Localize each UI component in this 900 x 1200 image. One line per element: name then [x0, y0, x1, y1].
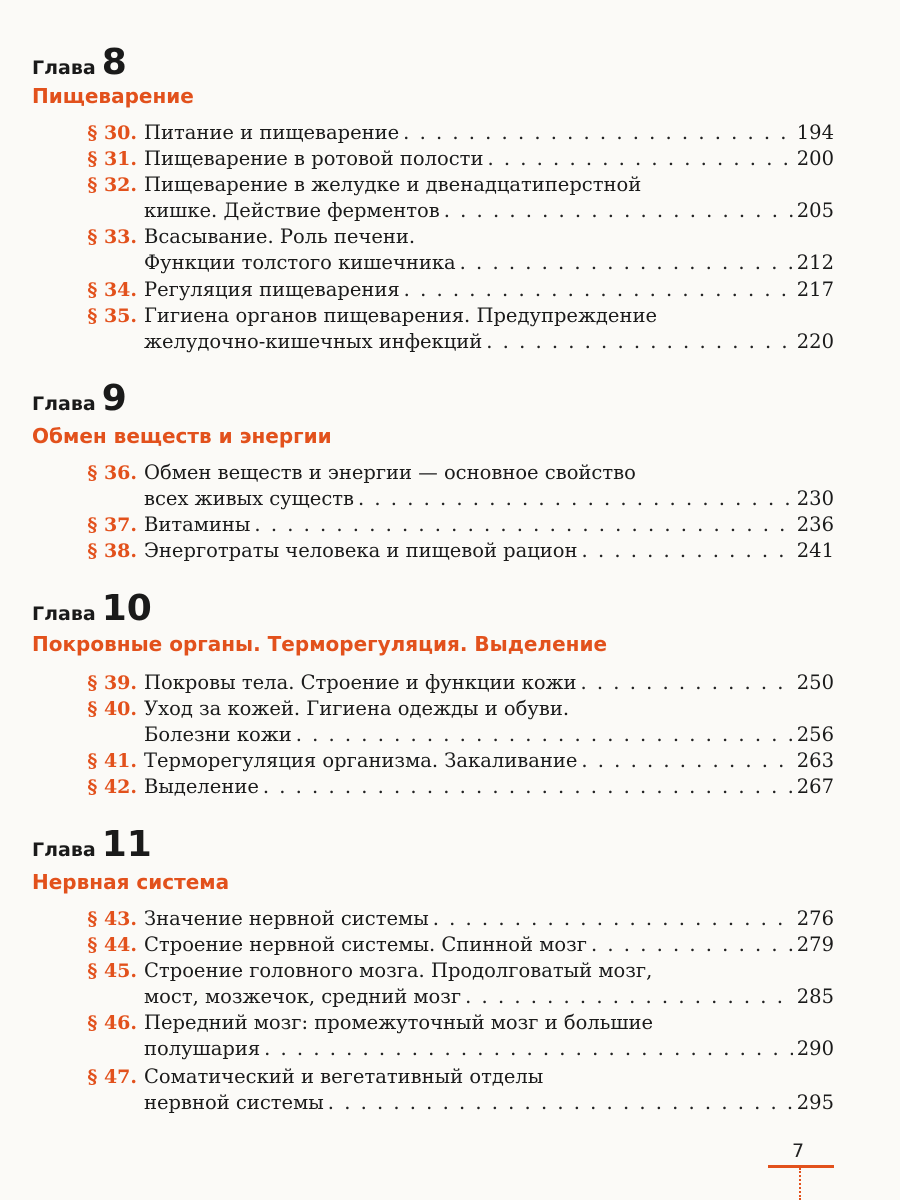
section-number: § 45. [87, 960, 137, 982]
dot-leader [460, 250, 793, 276]
chapter-number: 11 [101, 824, 152, 865]
entry-title-line: Гигиена органов пищеварения. Предупреждение [144, 304, 657, 327]
entry-title: Функции толстого кишечника [144, 251, 456, 274]
entry-title-line: Уход за кожей. Гигиена одежды и обуви. [144, 697, 570, 720]
page-ref: 236 [796, 513, 834, 536]
section-number: § 32. [87, 174, 137, 196]
chapter-heading [32, 588, 152, 629]
section-number: § 31. [87, 148, 137, 170]
dot-leader [582, 538, 793, 564]
section-number: § 36. [87, 462, 137, 484]
chapter-label: Глава [32, 57, 96, 79]
chapter-heading [32, 378, 127, 419]
page-ref: 220 [796, 330, 834, 353]
entry-title-line [144, 670, 834, 696]
chapter-number: 8 [101, 42, 127, 83]
entry-title-line [144, 932, 834, 958]
entry-title-line [144, 538, 834, 564]
chapter-title: Обмен веществ и энергии [32, 424, 332, 448]
chapter-label: Глава [32, 393, 96, 415]
entry-title-line [144, 984, 834, 1010]
dot-leader [403, 120, 793, 146]
entry-title-line [144, 198, 834, 224]
dot-leader [254, 512, 792, 538]
chapter-title: Нервная система [32, 870, 230, 894]
page-ref: 263 [796, 749, 834, 772]
dot-leader [581, 670, 793, 696]
entry-title-line: Обмен веществ и энергии — основное свойство [144, 461, 636, 484]
section-number: § 39. [87, 672, 137, 694]
dot-leader [328, 1090, 793, 1116]
entry-title: Регуляция пищеварения [144, 278, 400, 301]
entry-title: Значение нервной системы [144, 907, 429, 930]
page-ref: 194 [796, 121, 834, 144]
entry-title-line [144, 774, 834, 800]
entry-title-line [144, 1036, 834, 1062]
dot-leader [487, 146, 792, 172]
entry-title-line [144, 329, 834, 355]
dot-leader [404, 277, 793, 303]
page-ref: 230 [796, 487, 834, 510]
page-ref: 200 [796, 147, 834, 170]
page-ref: 285 [796, 985, 834, 1008]
dot-leader [581, 748, 792, 774]
section-number: § 35. [87, 305, 137, 327]
section-number: § 37. [87, 514, 137, 536]
entry-title: Терморегуляция организма. Закаливание [144, 749, 578, 772]
page-ref: 256 [796, 723, 834, 746]
entry-title-line [144, 146, 834, 172]
entry-title: Пищеварение в ротовой полости [144, 147, 484, 170]
entry-title: Витамины [144, 513, 251, 536]
entry-title: нервной системы [144, 1091, 324, 1114]
chapter-title: Покровные органы. Терморегуляция. Выделение [32, 632, 608, 656]
chapter-heading [32, 824, 152, 865]
entry-title-line [144, 512, 834, 538]
entry-title-line [144, 120, 834, 146]
section-number: § 40. [87, 698, 137, 720]
entry-title-line [144, 722, 834, 748]
entry-title-line [144, 486, 834, 512]
dot-leader [486, 329, 792, 355]
page-ref: 276 [796, 907, 834, 930]
page-ref: 290 [796, 1037, 834, 1060]
section-number: § 44. [87, 934, 137, 956]
page-ref: 241 [796, 539, 834, 562]
entry-title: желудочно-кишечных инфекций [144, 330, 483, 353]
entry-title-line [144, 748, 834, 774]
entry-title-line [144, 250, 834, 276]
chapter-label: Глава [32, 603, 96, 625]
chapter-number: 9 [101, 378, 127, 419]
chapter-number: 10 [101, 588, 152, 629]
dot-leader [433, 906, 793, 932]
section-number: § 30. [87, 122, 137, 144]
entry-title-line [144, 1090, 834, 1116]
dot-leader [358, 486, 793, 512]
page-ref: 250 [796, 671, 834, 694]
page-number-tick [799, 1168, 801, 1200]
dot-leader [263, 774, 793, 800]
page-ref: 205 [796, 199, 834, 222]
dot-leader [465, 984, 793, 1010]
section-number: § 41. [87, 750, 137, 772]
section-number: § 46. [87, 1012, 137, 1034]
entry-title: Болезни кожи [144, 723, 292, 746]
page-ref: 295 [796, 1091, 834, 1114]
entry-title: Покровы тела. Строение и функции кожи [144, 671, 577, 694]
entry-title-line [144, 277, 834, 303]
page-ref: 279 [796, 933, 834, 956]
dot-leader [444, 198, 793, 224]
section-number: § 43. [87, 908, 137, 930]
entry-title: полушария [144, 1037, 261, 1060]
chapter-label: Глава [32, 839, 96, 861]
entry-title-line: Пищеварение в желудке и двенадцатиперстной [144, 173, 642, 196]
entry-title: Выделение [144, 775, 259, 798]
entry-title-line: Передний мозг: промежуточный мозг и большие [144, 1011, 654, 1034]
dot-leader [296, 722, 793, 748]
dot-leader [591, 932, 793, 958]
page-ref: 217 [796, 278, 834, 301]
section-number: § 33. [87, 226, 137, 248]
entry-title-line: Строение головного мозга. Продолговатый мозг, [144, 959, 653, 982]
section-number: § 38. [87, 540, 137, 562]
page-ref: 212 [796, 251, 834, 274]
entry-title: кишке. Действие ферментов [144, 199, 440, 222]
page-ref: 267 [796, 775, 834, 798]
entry-title: Строение нервной системы. Спинной мозг [144, 933, 587, 956]
section-number: § 34. [87, 279, 137, 301]
chapter-title: Пищеварение [32, 84, 194, 108]
section-number: § 42. [87, 776, 137, 798]
chapter-heading [32, 42, 127, 83]
entry-title-line: Соматический и вегетативный отделы [144, 1065, 544, 1088]
entry-title: мост, мозжечок, средний мозг [144, 985, 462, 1008]
entry-title: Питание и пищеварение [144, 121, 400, 144]
entry-title: Энерготраты человека и пищевой рацион [144, 539, 578, 562]
page-number-rule [768, 1165, 834, 1168]
entry-title-line [144, 906, 834, 932]
page-number: 7 [792, 1140, 805, 1162]
section-number: § 47. [87, 1066, 137, 1088]
dot-leader [264, 1036, 793, 1062]
entry-title: всех живых существ [144, 487, 355, 510]
entry-title-line: Всасывание. Роль печени. [144, 225, 416, 248]
